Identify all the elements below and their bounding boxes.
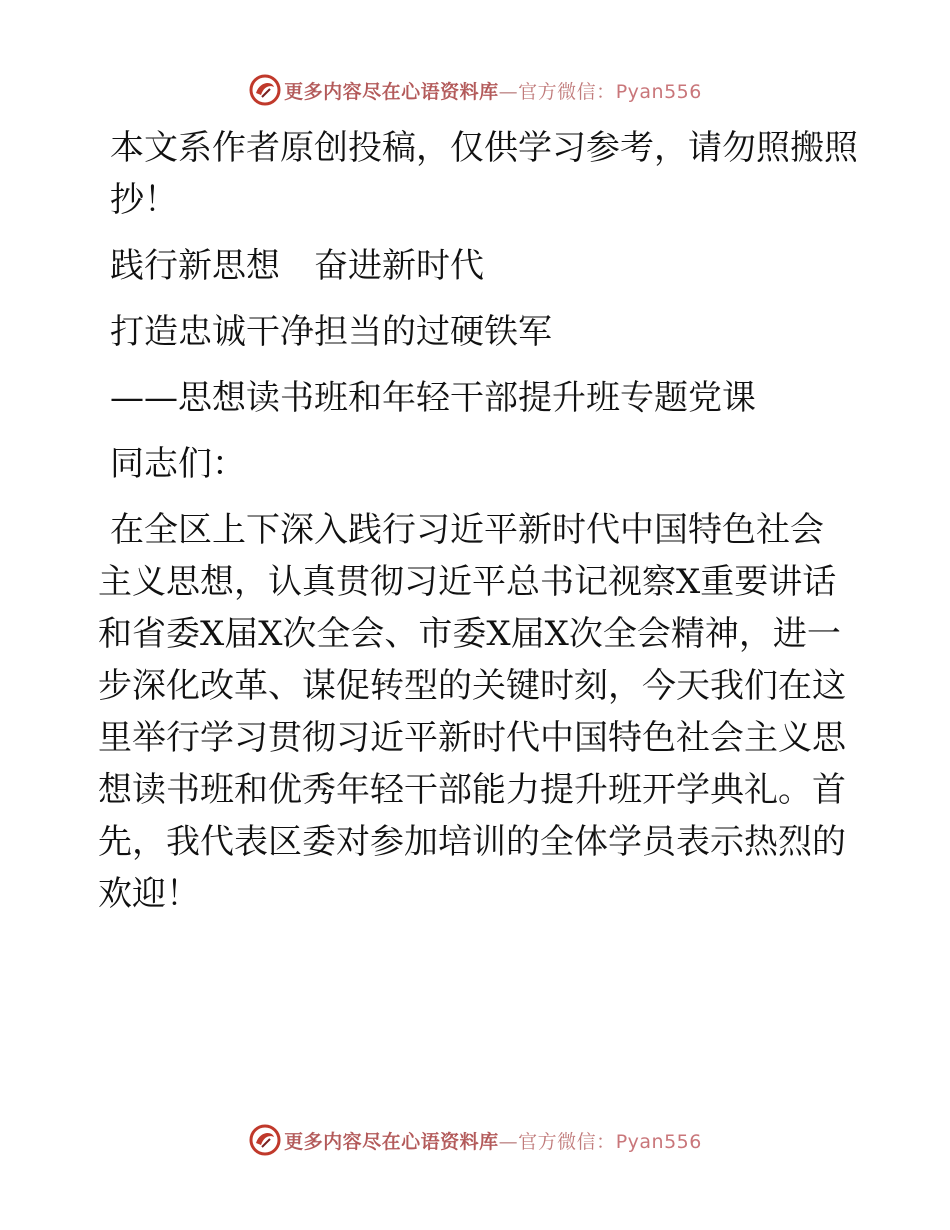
watermark-wechat-label: 官方微信： xyxy=(518,80,616,103)
watermark-separator: — xyxy=(498,1130,519,1153)
salutation: 同志们： xyxy=(110,444,246,484)
watermark-main-text: 更多内容尽在心语资料库 xyxy=(284,80,499,103)
watermark-text xyxy=(284,77,702,104)
red-swirl-logo-icon xyxy=(248,1123,282,1157)
watermark-wechat-id: Pyan556 xyxy=(615,1130,702,1153)
footer-watermark-banner xyxy=(0,1122,950,1158)
document-subtitle: ——思想读书班和年轻干部提升班专题党课 xyxy=(110,378,756,418)
watermark-text xyxy=(284,1127,702,1154)
watermark-main-text: 更多内容尽在心语资料库 xyxy=(284,1130,499,1153)
watermark-wechat-id: Pyan556 xyxy=(615,80,702,103)
disclaimer-text: 本文系作者原创投稿，仅供学习参考，请勿照搬照抄！ xyxy=(110,128,858,220)
document-title-line-2: 打造忠诚干净担当的过硬铁军 xyxy=(110,312,552,352)
header-watermark-banner xyxy=(0,72,950,108)
red-swirl-logo-icon xyxy=(248,73,282,107)
watermark-wechat-label: 官方微信： xyxy=(518,1130,616,1153)
document-body xyxy=(98,122,858,920)
watermark-separator: — xyxy=(498,80,519,103)
body-paragraph-1: 在全区上下深入践行习近平新时代中国特色社会主义思想，认真贯彻习近平总书记视察X重要讲话和省委X届X次全会、市委X届X次全会精神，进一步深化改革、谋促转型的关键时刻，今天我们在这里举行学习贯彻习近平新时代中国特色社会主义思想读书班和优秀年轻干部能力提升班开学典礼。首先，我代表区委对参加培训的全体学员表示热烈的欢迎！ xyxy=(98,510,846,914)
document-title-line-1: 践行新思想 奋进新时代 xyxy=(110,246,484,286)
